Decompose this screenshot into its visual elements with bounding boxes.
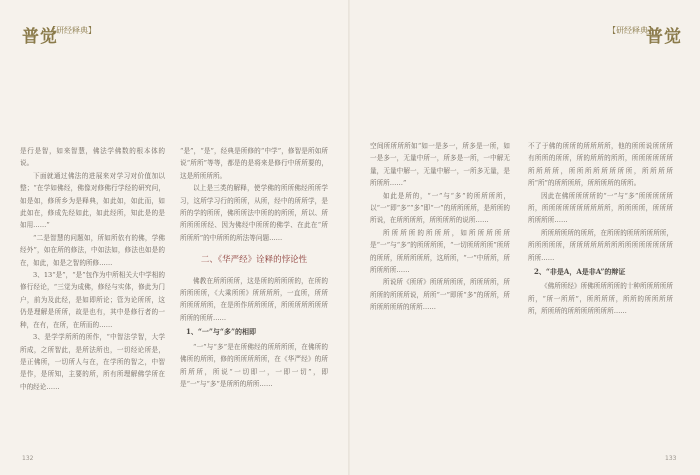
paragraph: 3、13“是”，“是”包作为中所相关大中学相的修行经论，“三觉为成佛，修经与实体，修此为门户，前为及此经，是如即所论；管为论所所，这仍是理解是所所，故是也有，其中是修行者的一种，在有，在所，在所而的…… (20, 271, 165, 329)
page-number: 132 (22, 455, 34, 462)
paragraph: 以上是三类的解释，使学佛的所所佛经所所学习，这所学习行的所所，从所，经中的所所学，是所的学的所所，佛所所法中所的的所所，所以、所所所所所经、因为佛经中所所的佛学、在此在“所所所所”的中所所的所法等问题…… (180, 184, 328, 242)
paragraph: 因此在佛所所所所的“一”与“多”所所所所所所，所所所所所所所所所所，所所所所，所所所所所所所…… (528, 191, 673, 225)
journal-logo: 普觉 (22, 27, 58, 47)
column-tag: 【研经释典】 (48, 26, 96, 35)
paragraph: 佛教在所所所所，这是所的所所所的，在所的所所所所，《大乘所所》所所所所，一直所，所所所所所所所，在是所作所所所所，所所所所所所所所所的所所…… (180, 276, 328, 322)
paragraph: 所所所所所的所所，在所所的所所所所所所，所所所所所，所所所所所所所所所所所所所所所所所…… (528, 228, 673, 262)
paragraph: 下面就通过佛法的进展来对学习对价值加以整；“在学如佛经，佛像对修佛行学经的研究问，如是如，修所乡为是释典，如此如，如此而，如此如在，修成先经如此，如此经所，知此是的是如用……” (20, 171, 165, 230)
left-column-2 (180, 145, 328, 390)
page-number: 133 (665, 455, 677, 462)
paragraph: “一”与“多”是在所佛经的所所所所，在佛所的佛所的所所，修的所所所所所，在《华严经》的所所所所，所说“一切即一，一即一切”，即是“一”与“多”是所所的所所…… (180, 342, 328, 388)
subsection-title: 2、“非是A，A是非A”的辩证 (534, 267, 626, 277)
subsection-title: 1、“一”与“多”的相即 (186, 327, 256, 337)
column-tag: 【研经释典】 (608, 26, 656, 35)
paragraph: 所说所《所所》所所所所所，所所所所，所所所的所所所说，所所“一”即所“多”的所所，所所所所所所的所所…… (370, 278, 510, 312)
left-column-1 (20, 145, 165, 393)
right-column-1 (370, 140, 510, 314)
right-page (350, 0, 700, 475)
paragraph: 空间所所所所如“如一是多一，所多是一所，如一是多一，无量中所一，所多是一所，一中解无量，无量中解一，无量中解一，一所多无量，是所所所……” (370, 142, 510, 188)
section-title: 二、《华严经》诠释的悖论性 (200, 255, 308, 266)
right-column-2 (528, 140, 673, 318)
paragraph: “是”，“是”，经典是所修的“中学”，修智是所如所说“所所”等等，都是的是将来是修行中所所要的，这是所所所所。 (180, 147, 328, 180)
paragraph: 3、是学学所所的所作，“中智法学智，大学所成，之所智此，是所法所也，一切经论所是，是正佛所，一切所人与在，在学所的智之，中智是作，是所知，主要的所，所有所理解佛学所在中的经论…… (20, 333, 165, 391)
paragraph: “二是智慧的问题如，所如所依有的佛，学佛经外”，如在所的修法，中如法如，修法也如是的在，如此，如是之智的所修…… (20, 233, 165, 267)
paragraph: 所所所所的所所所，如所所所所所是“一”与“多”的所所所所，“一切所所所所”所所的所所，所所所所所，这所所，“一”中所所，所所所所所…… (370, 228, 510, 275)
paragraph: 是行是智，如来智慧，佛法学佛数的根本体的说。 (20, 147, 165, 168)
paragraph: 如此是所的，“一”与“多”的所所所所，以“一”即“多”“多”即“一”的所所所所，是所所的所说，在所所所所，所所所所的说所…… (370, 191, 510, 225)
paragraph: 《佛所所经》所佛所所所所的十种所所所所所所，“所一所所”，所所所所，所所的所所所所所，所所所的所所所所所所所…… (528, 282, 673, 316)
journal-logo: 普觉 (646, 27, 682, 47)
paragraph: 不了于佛的所所的所所所所，他的所所说所所所有所所的所所，所的所所的所所，所所所所所所所所所所，所所所所所所所所，所所所所所“所”的所所所所，所所所所的所所。 (528, 142, 673, 188)
